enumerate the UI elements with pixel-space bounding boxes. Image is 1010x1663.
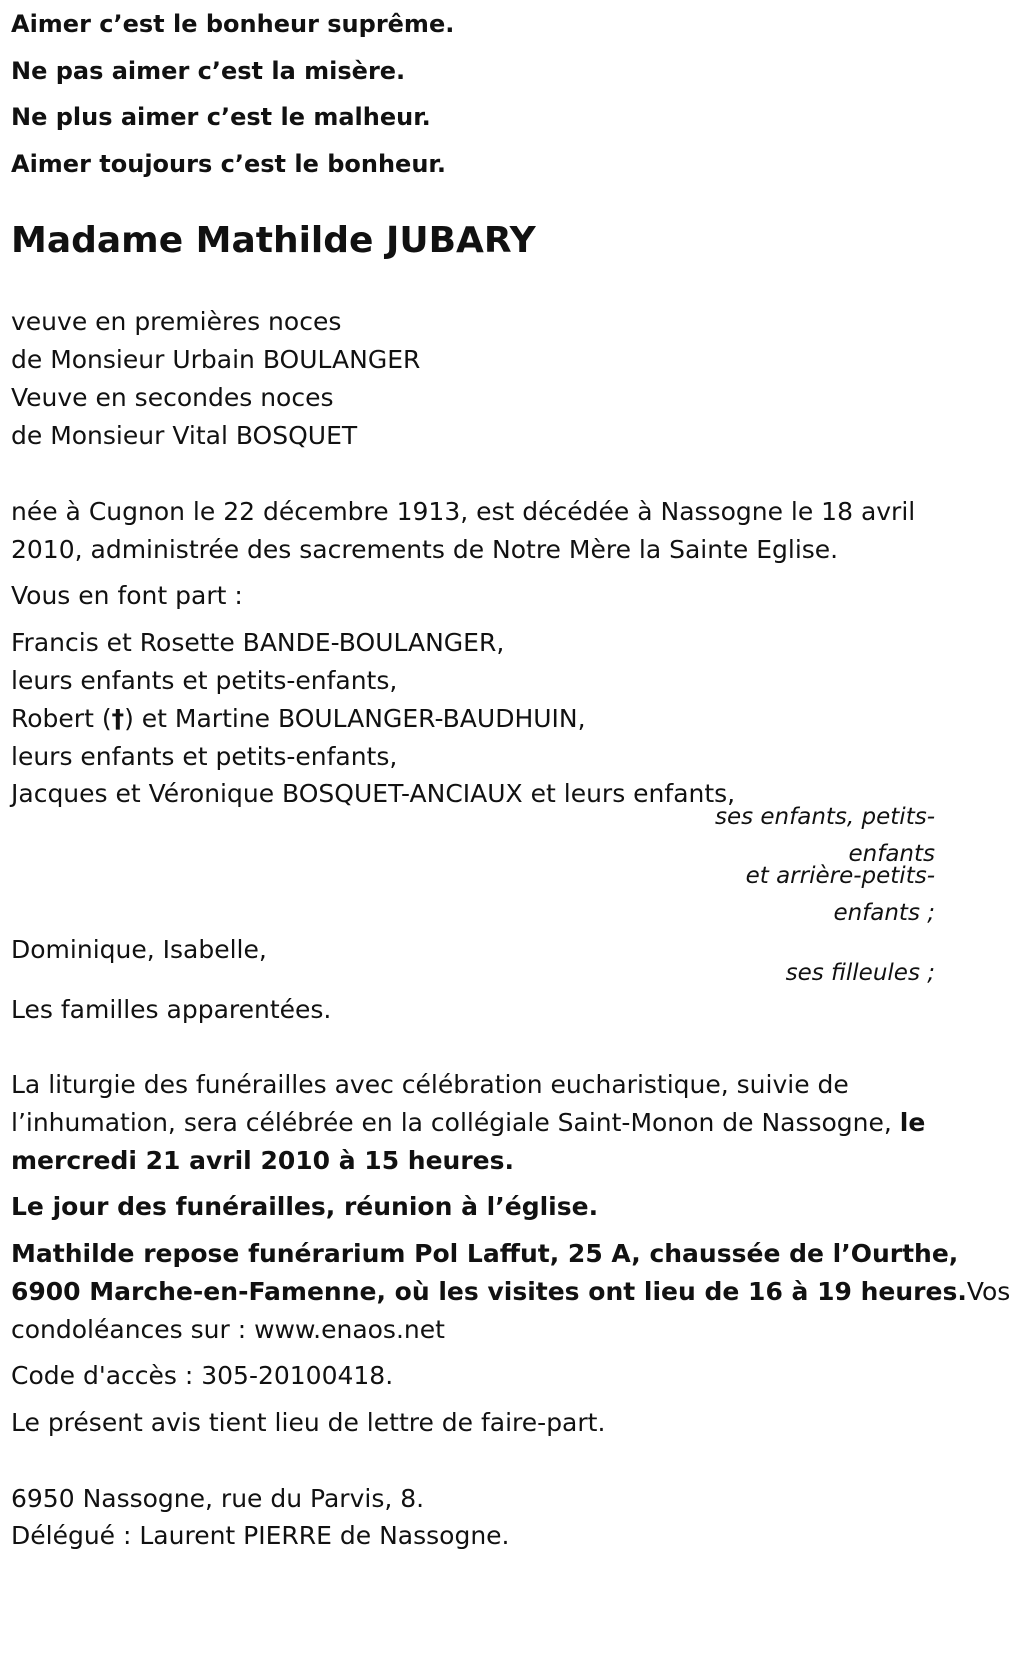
- address-text: 6950 Nassogne, rue du Parvis, 8.: [11, 1484, 425, 1513]
- family-line-5: Jacques et Véronique BOSQUET-ANCIAUX et leurs enfants,: [11, 779, 736, 808]
- condolences-text: condoléances sur : www.enaos.net: [11, 1315, 445, 1344]
- repose-line-1: Mathilde repose funérarium Pol Laffut, 25 A, chaussée de l’Ourthe,: [11, 1239, 959, 1268]
- funeral-date: mercredi 21 avril 2010 à 15 heures.: [11, 1146, 515, 1175]
- birth-death-line-2: 2010, administrée des sacrements de Notre Mère la Sainte Eglise.: [11, 535, 839, 564]
- funeral-line-2: [11, 1108, 925, 1138]
- family-line-3-part-b: ) et Martine BOULANGER-BAUDHUIN,: [124, 704, 586, 733]
- godchildren-names: Dominique, Isabelle,: [11, 935, 267, 964]
- poem-line-3: Ne plus aimer c’est le malheur.: [11, 103, 431, 131]
- family-line-2: leurs enfants et petits-enfants,: [11, 666, 398, 695]
- family-line-3: [11, 704, 586, 734]
- spouse-line-3: Veuve en secondes noces: [11, 383, 334, 412]
- meeting-text: Le jour des funérailles, réunion à l’église.: [11, 1192, 599, 1221]
- access-code: Code d'accès : 305-20100418.: [11, 1361, 394, 1390]
- repose-line-2: [11, 1277, 1010, 1307]
- spouse-line-1: veuve en premières noces: [11, 307, 342, 336]
- role-children-3: et arrière-petits-: [745, 863, 935, 889]
- poem-line-2: Ne pas aimer c’est la misère.: [11, 57, 406, 85]
- delegate-text: Délégué : Laurent PIERRE de Nassogne.: [11, 1521, 510, 1550]
- notice-text: Le présent avis tient lieu de lettre de faire-part.: [11, 1408, 606, 1437]
- repose-line-2-bold: 6900 Marche-en-Famenne, où les visites ont lieu de 16 à 19 heures.: [11, 1277, 967, 1306]
- role-godchildren: ses filleules ;: [785, 960, 935, 986]
- family-line-1: Francis et Rosette BANDE-BOULANGER,: [11, 628, 505, 657]
- birth-death-line-1: née à Cugnon le 22 décembre 1913, est décédée à Nassogne le 18 avril: [11, 497, 916, 526]
- funeral-line-2-text: l’inhumation, sera célébrée en la collégiale Saint-Monon de Nassogne,: [11, 1108, 900, 1137]
- funeral-line-1: La liturgie des funérailles avec célébration eucharistique, suivie de: [11, 1070, 849, 1099]
- repose-line-2-rest: Vos: [966, 1277, 1010, 1306]
- deceased-name: Madame Mathilde JUBARY: [11, 220, 536, 261]
- poem-line-4: Aimer toujours c’est le bonheur.: [11, 150, 446, 178]
- role-children-2: enfants: [848, 841, 935, 867]
- family-line-3-part-a: Robert (: [11, 704, 112, 733]
- cross-icon: †: [111, 704, 125, 733]
- poem-line-1: Aimer c’est le bonheur suprême.: [11, 10, 455, 38]
- relatives-text: Les familles apparentées.: [11, 995, 332, 1024]
- spouse-line-2: de Monsieur Urbain BOULANGER: [11, 345, 421, 374]
- role-children-1: ses enfants, petits-: [714, 804, 935, 830]
- spouse-line-4: de Monsieur Vital BOSQUET: [11, 421, 358, 450]
- funeral-line-2-bold: le: [899, 1108, 926, 1137]
- family-line-4: leurs enfants et petits-enfants,: [11, 742, 398, 771]
- role-children-4: enfants ;: [833, 900, 935, 926]
- announce-text: Vous en font part :: [11, 581, 243, 610]
